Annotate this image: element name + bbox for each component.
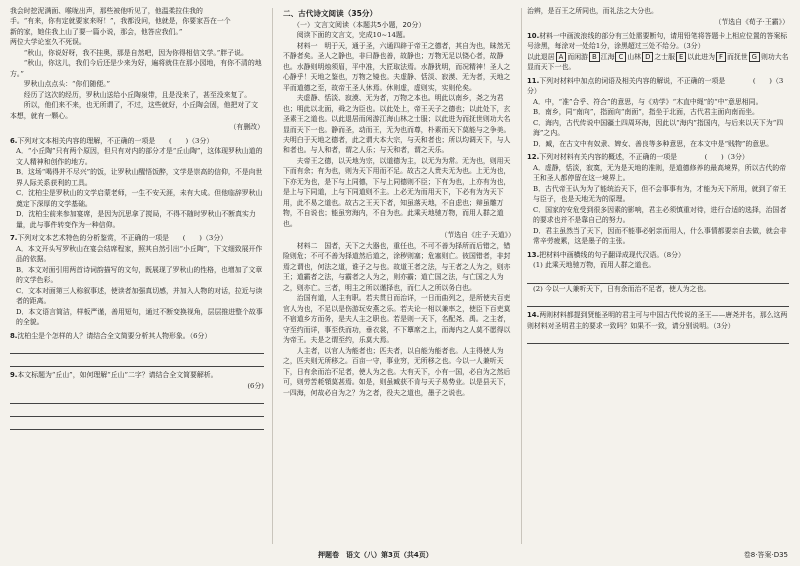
option-b[interactable]: B．这场“喝得并不尽兴”的饭，让罗秋山醒悟饭醉，文学是崇高的信仰，不是向世界人际关系获利的工具。	[16, 168, 263, 187]
answer-line[interactable]	[10, 420, 264, 430]
question-stem: 下列对文本相关内容的理解，不正确的一项是 ( )（3分）	[17, 136, 214, 145]
option-a[interactable]: A．本文开头写罗秋山在宴会结席程家，照其自然引出“小丘陶”，下文细致展开作品的依据。	[16, 244, 263, 264]
question-stem: 本文标题为“丘山”，如何理解“丘山”二字？请结合全文简要解析。	[17, 371, 218, 380]
slot-e[interactable]: E	[676, 52, 686, 62]
segment-text: 而闲游	[567, 52, 588, 61]
story-line: 手。“有来，你有定就要家来呀！”，我都没问，他就是，你要家吾在一个	[10, 17, 231, 26]
story-line: 两位大学论室久不死误。	[10, 38, 86, 47]
option-c[interactable]: C．沈柏尘是罗秋山的文学启蒙老师，一生不安天涯，未有大成。但他临辞罗秋山奠定下深厚的文学基础。	[16, 189, 263, 208]
segment-text: 以此退居	[527, 52, 555, 61]
question-stem: 下列对材料中加点的词语及相关内容的解说，不正确的一项是 ( )（3分）	[527, 76, 784, 96]
answer-line[interactable]	[10, 407, 264, 417]
answer-line[interactable]	[527, 334, 789, 344]
option-a[interactable]: A．虚静，恬淡，寂寞，无为是天地的准则，是道德修养的最高境界，所以古代的帝王和圣人都停留在这一境界上。	[533, 163, 787, 183]
column-left	[10, 6, 264, 430]
question-number: 13.	[527, 250, 540, 259]
question-number: 12.	[527, 153, 540, 162]
question-number: 6.	[10, 136, 18, 145]
footer-page-info: 押题卷 语文（八）第3页（共4页）	[318, 551, 433, 559]
translate-sentence-1: (1) 此乘天地驰万物，而用人群之道也。	[533, 261, 656, 270]
passage-paragraph: 材料一 明于天，通于圣，六通四辟于帝王之德者，其自为也，昧然无不静者矣。圣人之静也，非曰静也善，故静也；万物无足以铙心者，故静也。水静则明烛须眉，平中准，大匠取法焉。水静犹明，而况精神！圣人之心静乎！天地之鉴也，万物之镜也。夫虚静、恬淡、寂漠、无为者，天地之平而道德之至，故帝王圣人休焉。休则虚，虚则实，实则伦矣。	[283, 41, 511, 92]
question-number: 10.	[527, 31, 540, 40]
dialog-1: “秋山，你说好呀，我不挂奥，那是自然吧，因为你得相信文学。”胖子说。	[23, 48, 248, 57]
section-title: 二、古代诗文阅读（35分）	[283, 9, 378, 18]
question-stem: 下列对文本艺术特色的分析鉴赏，不正确的一项是 ( )（3分）	[17, 234, 228, 243]
close-3: 所以，他们来不来，也无所谓了，不过，这些就好，小丘陶会固，他把对了文本想，就有一颗心。	[10, 101, 259, 120]
option-c[interactable]: C．国家的安危受到很多因素的影响，君主必须慎重对待，进行合适的选择，治国者的要求也并不是靠自己的努力。	[533, 205, 787, 225]
question-points: (6分)	[247, 381, 264, 390]
answer-line[interactable]	[10, 357, 264, 367]
question-stem: 材料一中画波浪线的部分有三处需要断句，请用铅笔将答题卡上相应位置的答案标号涂黑，每涂对一处给1分，涂黑超过三处不给分。（3分）	[527, 31, 788, 51]
segment-text: 以此进为	[687, 52, 715, 61]
slot-d[interactable]: D	[642, 52, 653, 62]
answer-line[interactable]	[10, 394, 264, 404]
question-10	[527, 31, 789, 73]
question-number: 7.	[10, 234, 18, 243]
slot-g[interactable]: G	[749, 52, 760, 62]
close-2: 经历了这次的经历，罗秋山送给小丘陶泉带，且是没来了，甚至没来复了。	[23, 90, 252, 99]
dialog-2: “秋山，你这儿，我们今后还是少来为好，遍将就住在那小园地，有你不清的地方。”	[10, 59, 262, 78]
question-9	[10, 370, 264, 430]
option-c[interactable]: C．文本对面第三人称叙事述，使读者加强真切感，并加入人物的对话，拉近与读者的距离。	[16, 286, 263, 306]
question-13	[527, 250, 789, 307]
answer-line[interactable]	[10, 344, 264, 354]
story-line: 我会时挖泥满面、喉咙出声，那些被他听见了，他温柔拉住我的	[10, 7, 203, 15]
story-lines	[10, 6, 264, 48]
question-8	[10, 331, 264, 367]
question-stem: 下列对材料有关内容的概述，不正确的一项是 ( )（3分）	[539, 153, 749, 162]
passage-paragraph: 人主者，以官人为能者也；匹夫者，以自能为能者也。人主得使人为之，匹夫则无所移之。百亩一守，事业穷，无所移之也。今以一人兼听天下，日有余而治不足者，使人为之也。大有天下，小有一国，必自为之然后可，则劳苦耗顇莫甚焉。如是，则虽臧获不肯与天子易势业。以是县天下，一四海，何故必自为之？为之者，役夫之道也，墨子之说也。	[283, 346, 511, 397]
source-note: （节选自《荀子·王霸》）	[714, 18, 789, 27]
question-11	[527, 76, 789, 149]
passage-paragraph: 材料二 国者，天下之大器也，重任也，不可不善为择所而后错之，错险则危；不可不善为择道然后道之，涂秽则塞；危塞则亡。彼国错者，非封焉之谓也，何法之道，谁子之与也。故道王者之法，与王者之人为之，则亦王；道霸者之法，与霸者之人为之，则亦霸；道亡国之法，与亡国之人为之，则亦亡。三者，明主之所以谨择也，而仁人之所以务白也。	[283, 241, 511, 292]
punctuation-sequence	[527, 52, 789, 73]
slot-a[interactable]: A	[556, 52, 567, 62]
segment-text: 江海	[600, 52, 615, 61]
option-b[interactable]: B．本文对面引用两首诗词韵描写的文句，既展现了罗秋山的性格，也增加了文章的文学色彩。	[16, 265, 263, 285]
story-line: 新的家，她住我上山了要一篇小说，那会，他答应我们。”	[10, 27, 183, 36]
question-12	[527, 152, 789, 246]
instructions: 阅读下面的文言文，完成10~14题。	[296, 31, 410, 40]
option-c[interactable]: C．海内，古代传说中国疆土四周环海，因此以“海内”指国内，与后来以天下为“四海”之内。	[533, 118, 784, 138]
question-14	[527, 310, 789, 344]
question-6	[10, 136, 264, 230]
close-1: 罗秋山点点头：“你们随便。”	[23, 80, 111, 89]
option-a[interactable]: A．中，“准”合乎、符合”的意思，与《劝学》“木直中绳”的“中”意思相同。	[533, 97, 763, 106]
slot-c[interactable]: C	[615, 52, 626, 62]
question-stem: 把材料中画横线的句子翻译成现代汉语。（8分）	[539, 250, 685, 259]
question-stem: 两则材料都提到贤能圣明的君主可与中国古代传说的圣王——唐尧并名，那么这两则材料对圣明君主的要求一致吗？如果不一致，请分别说明。（3分）	[527, 311, 788, 330]
segment-text: 而抚世	[726, 52, 748, 61]
segment-text: 山林	[627, 52, 642, 61]
slot-f[interactable]: F	[716, 52, 726, 62]
page-footer	[0, 548, 800, 562]
column-right	[527, 6, 789, 344]
passage-paragraph: 治国有道，人主有职。若夫贯日而治详，一日而曲列之，是所使夫百吏官人为也，不足以是伤游玩安燕之乐。若夫论一相以兼率之，使臣下百吏莫不宿道乡方而务，是夫人主之职也。若是则一天下，名配尧、禹。之主者，守至约而详，事至佚而功，垂衣裳，不下簟席之上，而海内之人莫不愿得以为帝王。夫是之谓至约，乐莫大焉。	[283, 294, 511, 345]
column-divider	[272, 8, 273, 544]
footer-code: 卷8·答案·D35	[743, 551, 788, 559]
slot-b[interactable]: B	[589, 52, 600, 62]
option-d[interactable]: D．君主虽然当了天下，因而不能事必躬亲而用人，什么事情都要亲自去做，就会非常辛劳疲累，这是墨子的主张。	[533, 226, 787, 246]
question-7	[10, 233, 264, 327]
answer-line[interactable]	[527, 297, 789, 307]
option-b[interactable]: B．古代帝王认为为了能统治天下，但不会事事有为，才能为天下所用，就到了帝王与臣子，也是天地无为的原理。	[533, 184, 787, 204]
option-d[interactable]: D．沈柏尘前来参加宴席，是因为沉思拿了搅局，不得不随时罗秋山不断真实力量，此与事件转变作为一种信仰。	[16, 210, 256, 229]
question-number: 9.	[10, 371, 18, 380]
column-middle	[283, 6, 515, 398]
question-number: 11.	[527, 76, 540, 85]
question-number: 8.	[10, 331, 18, 340]
source-note: （有删改）	[229, 123, 264, 132]
answer-line[interactable]	[527, 274, 789, 284]
question-stem: 沈柏尘是个怎样的人？请结合全文简要分析其人物形象。（6分）	[17, 331, 212, 340]
option-d[interactable]: D．臧，在古文中有奴隶、婢女、善良等多种意思，在本文中是“贱物”的意思。	[533, 139, 773, 148]
segment-text: 之士服	[654, 52, 676, 61]
column-divider	[521, 8, 522, 544]
passage-paragraph: 夫帝王之德，以天地为宗，以道德为主，以无为为常。无为也，则用天下而有余；有为也，则为天下用而不足。故古之人贵夫无为也。上无为也，下亦无为也，是下与上同德，下与上同德则不臣；下有为也，上亦有为也，是上与下同道，上与下同道则不主。上必无为而用天下，下必有为为天下用，此不易之道也。故古之王天下者，知虽落天地，不自虑也；辩虽雕万物，不自说也；能虽穷海内，不自为也。此乘天地驰万物，而用人群之道也。	[283, 156, 511, 228]
option-d[interactable]: D．本文语言简洁，样板严谨，善用短句，通过不断变换视角，层层推进整个故事的全貌。	[16, 307, 263, 327]
segment-text: 则功大名显而天下一也。	[527, 52, 789, 72]
passage-tail: 治辨，是百王之所同也，而礼法之大分也。	[527, 7, 658, 15]
option-a[interactable]: A．“小丘陶”只有两个原因，但只有对内的部分才是“丘山陶”，这体现罗秋山道的文人精神和创作的地方。	[16, 147, 263, 166]
option-b[interactable]: B．南乡，同“南向”，指面向“南面”，指坐于北面，古代君主面向南而坐。	[533, 108, 759, 117]
passage-paragraph: 夫虚静、恬淡、寂漠、无为者，万物之本也。明此以南乡，尧之为君也；明此以北面，舜之为臣也。以此处上，帝王天子之德也；以此处下，玄圣素王之道也。以此退居而闲游江海山林之士服；以此进为而抚世则功大名显而天下一也。静而圣，动而王，无为也而尊，朴素而天下莫能与之争美。夫明白于天地之德者，此之谓大本大宗，与天和者也；所以均调天下，与人和者也。与人和者，谓之人乐；与天和者，谓之天乐。	[283, 94, 511, 155]
source-note: （节选自《庄子·天道》）	[440, 231, 515, 240]
subsection-title: （一）文言文阅读（本题共5小题，20分）	[293, 20, 426, 29]
question-number: 14.	[527, 311, 540, 320]
translate-sentence-2: (2) 今以一人兼听天下，日有余而治不足者，使人为之也。	[533, 284, 711, 293]
